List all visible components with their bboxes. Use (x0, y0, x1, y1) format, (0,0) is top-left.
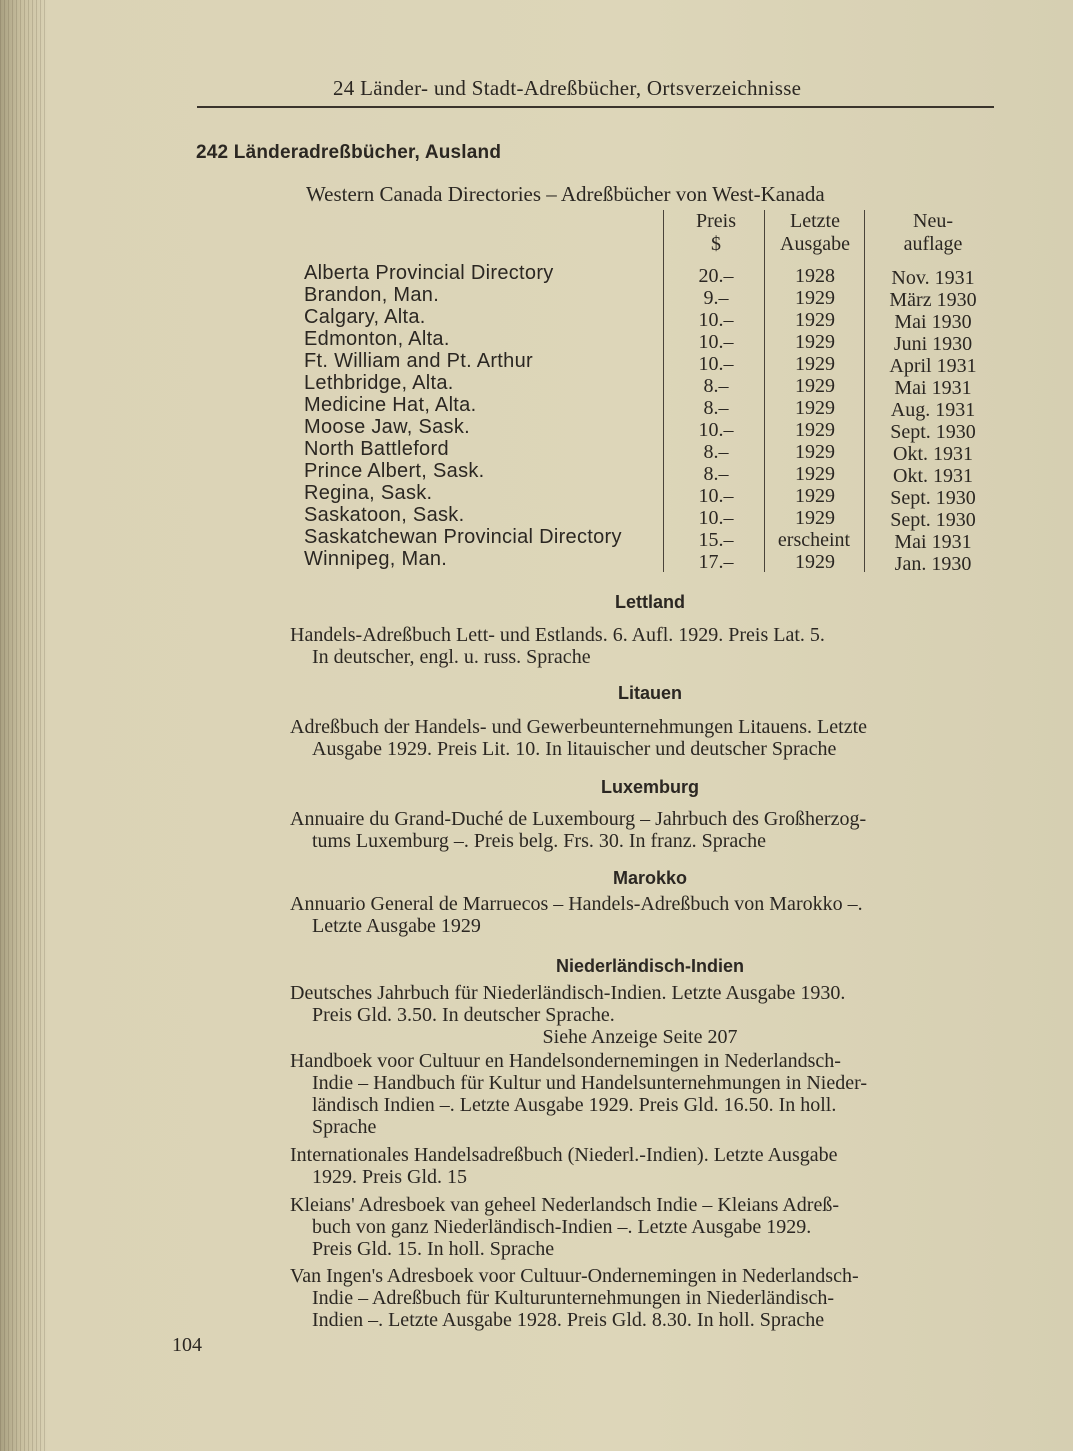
col-header-auflage: auflage (903, 233, 963, 255)
entry-internationales (290, 1144, 990, 1188)
entry-line: Preis Gld. 15. In holl. Sprache (312, 1238, 555, 1260)
table-rule-2 (764, 210, 765, 572)
row-neuauflage: Mai 1931 (894, 377, 972, 399)
entry-kleians (290, 1194, 990, 1260)
row-name: Calgary, Alta. (304, 306, 426, 328)
row-name: Medicine Hat, Alta. (304, 394, 477, 416)
entry-line: Preis Gld. 3.50. In deutscher Sprache. (312, 1004, 615, 1026)
col-header-letzte-ausgabe (768, 210, 862, 256)
section-title: 242 Länderadreßbücher, Ausland (196, 142, 502, 163)
row-preis: 8.– (703, 463, 729, 485)
entry-line: Letzte Ausgabe 1929 (312, 915, 481, 937)
entry-line: Indie – Adreßbuch für Kulturunternehmungen in Niederländisch- (312, 1287, 835, 1309)
col-header-preis-unit: $ (711, 233, 721, 255)
row-name: Saskatchewan Provincial Directory (304, 526, 622, 548)
entry-line: ländisch Indien –. Letzte Ausgabe 1929. Preis Gld. 16.50. In holl. (312, 1094, 837, 1116)
page-number: 104 (172, 1334, 202, 1356)
row-name: Moose Jaw, Sask. (304, 416, 470, 438)
row-name: Edmonton, Alta. (304, 328, 450, 350)
row-ausgabe: 1929 (795, 287, 835, 309)
entry-van-ingen (290, 1265, 990, 1331)
heading-marokko: Marokko (612, 868, 688, 888)
heading-luxemburg: Luxemburg (600, 777, 699, 797)
heading-niederlaendisch-indien: Niederländisch-Indien (555, 956, 745, 976)
row-preis: 10.– (698, 507, 734, 529)
table-caption: Western Canada Directories – Adreßbücher von West-Kanada (306, 182, 825, 206)
entry-handboek (290, 1050, 990, 1138)
row-neuauflage: Okt. 1931 (893, 465, 973, 487)
row-neuauflage: Aug. 1931 (890, 399, 976, 421)
row-preis: 10.– (698, 309, 734, 331)
entry-line: Internationales Handelsadreßbuch (Niederl.-Indien). Letzte Ausgabe (290, 1144, 838, 1166)
running-head: 24 Länder- und Stadt-Adreßbücher, Ortsverzeichnisse (333, 76, 802, 100)
heading-litauen: Litauen (617, 683, 682, 703)
row-neuauflage: Jan. 1930 (894, 553, 972, 575)
entry-luxemburg (290, 808, 990, 852)
entry-litauen (290, 716, 990, 760)
entry-deutsches-jahrbuch (290, 982, 990, 1048)
row-neuauflage: März 1930 (889, 289, 977, 311)
row-neuauflage: Sept. 1930 (890, 487, 976, 509)
col-header-ausgabe: Ausgabe (780, 233, 850, 255)
row-ausgabe: 1929 (795, 397, 835, 419)
row-name: Brandon, Man. (304, 284, 440, 306)
row-preis: 10.– (698, 331, 734, 353)
row-name: Regina, Sask. (304, 482, 433, 504)
row-name: Ft. William and Pt. Arthur (304, 350, 533, 372)
entry-line: Annuaire du Grand-Duché de Luxembourg – Jahrbuch des Großherzog- (290, 808, 867, 830)
row-name: Alberta Provincial Directory (304, 262, 554, 284)
row-ausgabe: 1929 (795, 375, 835, 397)
col-header-preis-label: Preis (696, 210, 736, 232)
entry-line: Siehe Anzeige Seite 207 (542, 1026, 738, 1048)
col-header-preis (676, 210, 756, 256)
col-header-letzte: Letzte (790, 210, 840, 232)
table-rule-3 (864, 210, 865, 572)
row-preis: 10.– (698, 485, 734, 507)
entry-line: Sprache (312, 1116, 377, 1138)
row-neuauflage: Nov. 1931 (891, 267, 975, 289)
row-name: Saskatoon, Sask. (304, 504, 465, 526)
entry-line: Handboek voor Cultuur en Handelsondernemingen in Nederlandsch- (290, 1050, 841, 1072)
entry-line: Indien –. Letzte Ausgabe 1928. Preis Gld. 8.30. In holl. Sprache (312, 1309, 825, 1331)
row-neuauflage: Sept. 1930 (890, 509, 976, 531)
entry-line: tums Luxemburg –. Preis belg. Frs. 30. In franz. Sprache (312, 830, 766, 852)
row-preis: 8.– (703, 397, 729, 419)
entry-line: Handels-Adreßbuch Lett- und Estlands. 6. Aufl. 1929. Preis Lat. 5. (290, 624, 825, 646)
row-ausgabe: 1929 (795, 353, 835, 375)
row-ausgabe: 1929 (795, 419, 835, 441)
row-preis: 20.– (698, 265, 734, 287)
row-preis: 15.– (698, 529, 734, 551)
col-header-neu: Neu- (913, 210, 953, 232)
row-ausgabe: 1929 (795, 331, 835, 353)
row-preis: 8.– (703, 441, 729, 463)
row-preis: 17.– (698, 551, 734, 573)
row-name: North Battleford (304, 438, 449, 460)
entry-line: In deutscher, engl. u. russ. Sprache (312, 646, 591, 668)
row-ausgabe: 1929 (795, 507, 835, 529)
book-spine (0, 0, 46, 1451)
row-preis: 9.– (703, 287, 729, 309)
row-neuauflage: Mai 1931 (894, 531, 972, 553)
row-ausgabe: erscheint (777, 529, 851, 551)
row-ausgabe: 1929 (795, 309, 835, 331)
heading-lettland: Lettland (615, 592, 685, 612)
row-name: Winnipeg, Man. (304, 548, 448, 570)
row-name: Lethbridge, Alta. (304, 372, 454, 394)
entry-marokko (290, 893, 990, 937)
row-neuauflage: April 1931 (889, 355, 977, 377)
row-ausgabe: 1929 (795, 485, 835, 507)
entry-line: Ausgabe 1929. Preis Lit. 10. In litauischer und deutscher Sprache (312, 738, 837, 760)
row-neuauflage: Mai 1930 (894, 311, 972, 333)
row-neuauflage: Juni 1930 (893, 333, 973, 355)
table-rule-1 (663, 210, 664, 572)
row-preis: 10.– (698, 419, 734, 441)
entry-line: Kleians' Adresboek van geheel Nederlandsch Indie – Kleians Adreß- (290, 1194, 839, 1216)
row-neuauflage: Sept. 1930 (890, 421, 976, 443)
row-ausgabe: 1929 (795, 441, 835, 463)
row-neuauflage: Okt. 1931 (893, 443, 973, 465)
row-preis: 10.– (698, 353, 734, 375)
row-ausgabe: 1929 (795, 551, 835, 573)
entry-line: buch von ganz Niederländisch-Indien –. Letzte Ausgabe 1929. (312, 1216, 812, 1238)
entry-line: Adreßbuch der Handels- und Gewerbeunternehmungen Litauens. Letzte (290, 716, 868, 738)
row-ausgabe: 1928 (795, 265, 835, 287)
entry-line: Deutsches Jahrbuch für Niederländisch-Indien. Letzte Ausgabe 1930. (290, 982, 846, 1004)
entry-line: Indie – Handbuch für Kultur und Handelsunternehmungen in Nieder- (312, 1072, 867, 1094)
entry-lettland (290, 624, 990, 668)
entry-line: 1929. Preis Gld. 15 (312, 1166, 467, 1188)
entry-line: Van Ingen's Adresboek voor Cultuur-Ondernemingen in Nederlandsch- (290, 1265, 859, 1287)
row-ausgabe: 1929 (795, 463, 835, 485)
header-rule (197, 106, 994, 108)
col-header-neuauflage (878, 210, 988, 256)
entry-line: Annuario General de Marruecos – Handels-Adreßbuch von Marokko –. (290, 893, 863, 915)
row-preis: 8.– (703, 375, 729, 397)
row-name: Prince Albert, Sask. (304, 460, 485, 482)
